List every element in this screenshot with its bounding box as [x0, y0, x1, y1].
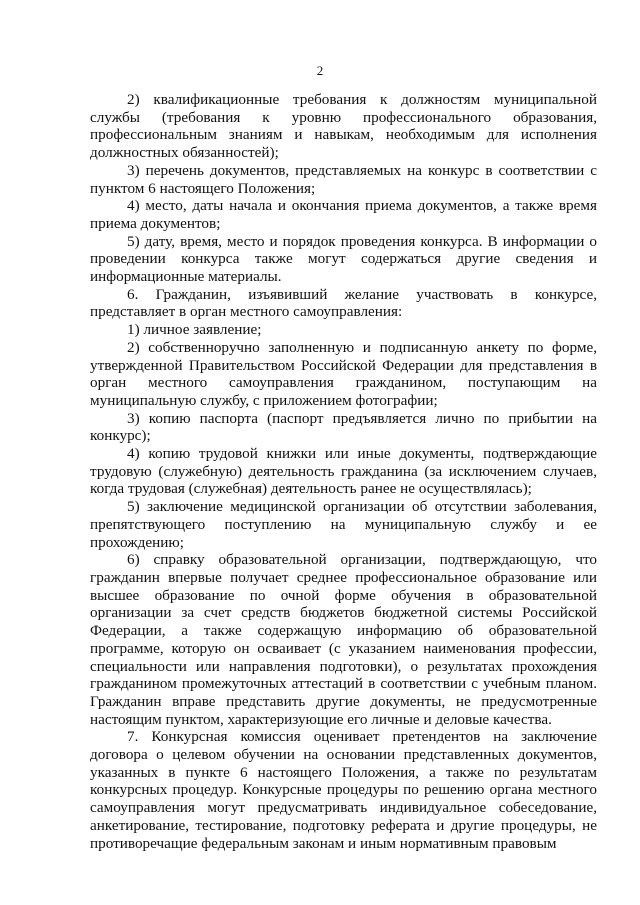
paragraph: 6) справку образовательной организации, подтверждающую, что гражданин впервые получает среднее профессиональное образование или высшее образование по очной форме обучения в образовательной организации за счет средств бюджетов бюджетной системы Российской Федерации, а также содержащую информацию об образовательной программе, которую он осваивает (с указанием наименования профессии, специальности или направления подготовки), о результатах прохождения гражданином промежуточных аттестаций в соответствии с учебным планом. Гражданин вправе представить другие документы, не предусмотренные настоящим пунктом, характеризующие его личные и деловые качества. [90, 551, 597, 728]
paragraph: 7. Конкурсная комиссия оценивает претендентов на заключение договора о целевом обучении на основании представленных документов, указанных в пункте 6 настоящего Положения, а также по результатам конкурсных процедур. Конкурсные процедуры по решению органа местного самоуправления могут предусматривать индивидуальное собеседование, анкетирование, тестирование, подготовку реферата и другие процедуры, не противоречащие федеральным законам и иным нормативным правовым [90, 728, 597, 852]
paragraph: 5) заключение медицинской организации об отсутствии заболевания, препятствующего поступлению на муниципальную службу и ее прохождению; [90, 498, 597, 551]
paragraph: 2) собственноручно заполненную и подписанную анкету по форме, утвержденной Правительством Российской Федерации для представления в орган местного самоуправления гражданином, поступающим на муниципальную службу, с приложением фотографии; [90, 338, 597, 409]
page-number: 2 [316, 63, 324, 78]
paragraph: 5) дату, время, место и порядок проведения конкурса. В информации о проведении конкурса также могут содержаться другие сведения и информационные материалы. [90, 232, 597, 286]
paragraph: 6. Гражданин, изъявивший желание участвовать в конкурсе, представляет в орган местного самоуправления: [90, 285, 597, 321]
paragraph: 4) копию трудовой книжки или иные документы, подтверждающие трудовую (служебную) деятельность гражданина (за исключением случаев, когда трудовая (служебная) деятельность ранее не осуществлялась); [90, 445, 597, 498]
document-body [90, 91, 597, 852]
paragraph: 1) личное заявление; [127, 321, 262, 339]
paragraph: 2) квалификационные требования к должностям муниципальной службы (требования к уровню профессионального образования, профессиональным знаниям и навыкам, необходимым для исполнения должностных обязанностей); [90, 91, 597, 162]
paragraph: 3) перечень документов, представляемых на конкурс в соответствии с пунктом 6 настоящего Положения; [90, 161, 597, 197]
paragraph: 3) копию паспорта (паспорт предъявляется лично по прибытии на конкурс); [90, 409, 597, 445]
paragraph: 4) место, даты начала и окончания приема документов, а также время приема документов; [90, 197, 597, 232]
